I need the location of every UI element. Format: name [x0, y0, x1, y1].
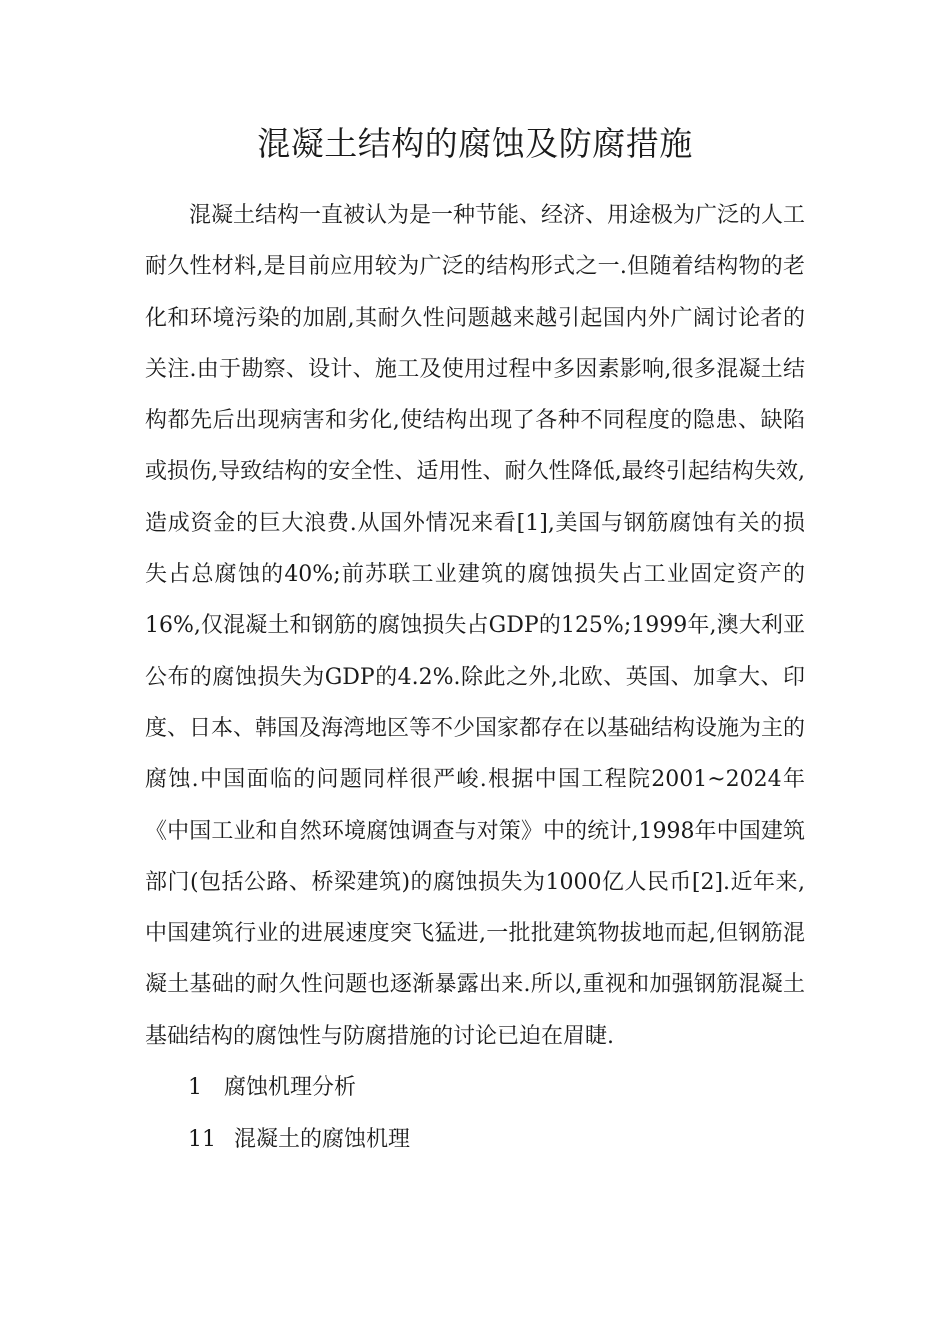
- section-heading-1: [188, 1068, 356, 1108]
- body-paragraph: 混凝土结构一直被认为是一种节能、经济、用途极为广泛的人工耐久性材料,是目前应用较为广泛的结构形式之一.但随着结构物的老化和环境污染的加剧,其耐久性问题越来越引起国内外广阔讨论者的关注.由于勘察、设计、施工及使用过程中多因素影响,很多混凝土结构都先后出现病害和劣化,使结构出现了各种不同程度的隐患、缺陷或损伤,导致结构的安全性、适用性、耐久性降低,最终引起结构失效,造成资金的巨大浪费.从国外情况来看[1],美国与钢筋腐蚀有关的损失占总腐蚀的40%;前苏联工业建筑的腐蚀损失占工业固定资产的16%,仅混凝土和钢筋的腐蚀损失占GDP的125%;1999年,澳大利亚公布的腐蚀损失为GDP的4.2%.除此之外,北欧、英国、加拿大、印度、日本、韩国及海湾地区等不少国家都存在以基础结构设施为主的腐蚀.中国面临的问题同样很严峻.根据中国工程院2001~2024年《中国工业和自然环境腐蚀调查与对策》中的统计,1998年中国建筑部门(包括公路、桥梁建筑)的腐蚀损失为1000亿人民币[2].近年来,中国建筑行业的进展速度突飞猛进,一批批建筑物拔地而起,但钢筋混凝土基础的耐久性问题也逐渐暴露出来.所以,重视和加强钢筋混凝土基础结构的腐蚀性与防腐措施的讨论已迫在眉睫.: [145, 203, 806, 1049]
- section-heading-1-1-number: 11: [188, 1127, 216, 1152]
- section-heading-1-number: 1: [188, 1075, 202, 1100]
- section-heading-1-1: [188, 1120, 410, 1160]
- section-heading-1-1-text: 混凝土的腐蚀机理: [234, 1127, 411, 1152]
- document-title: 混凝土结构的腐蚀及防腐措施: [257, 124, 693, 163]
- section-heading-1-text: 腐蚀机理分析: [224, 1075, 357, 1100]
